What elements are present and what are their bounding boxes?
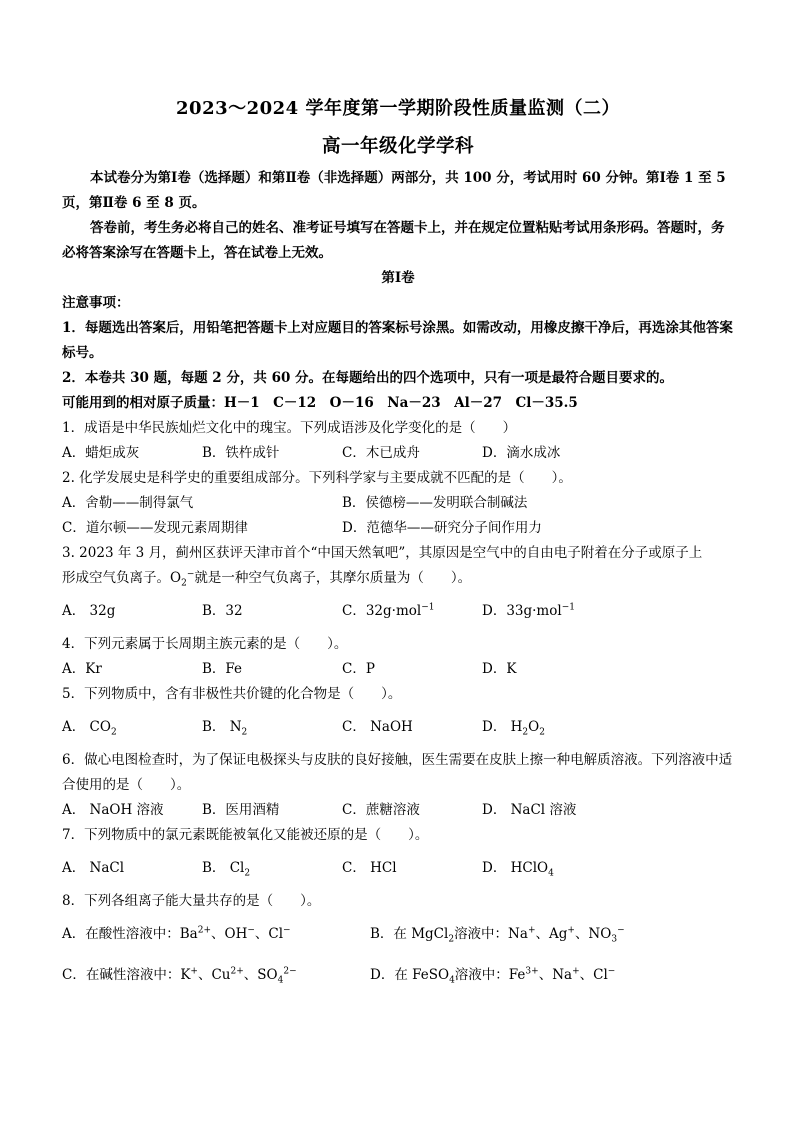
question-1-options: [62, 441, 734, 466]
q1-option-b: B．铁杵成针: [202, 445, 280, 461]
section-title: 第Ⅰ卷: [381, 270, 415, 286]
q2-option-d: D．范德华——研究分子间作用力: [342, 520, 542, 536]
q1-option-a: A．蜡炬成灰: [62, 445, 140, 461]
atomic-masses: 可能用到的相对原子质量：H－1 C－12 O－16 Na－23 Al－27 Cl－35.5: [62, 395, 578, 411]
question-3-stem-line-2: 形成空气负离子。$O_2^-$就是一种空气负离子，其摩尔质量为（ ）。: [62, 569, 472, 589]
exam-subtitle: 高一年级化学学科: [321, 136, 474, 157]
note-item-2: 2．本卷共 30 题，每题 2 分，共 60 分。在每题给出的四个选项中，只有一项是最符合题目要求的。: [62, 370, 674, 386]
intro-paragraph-2: 答卷前，考生务必将自己的姓名、准考证号填写在答题卡上，并在规定位置粘贴考试用条形码。答题时，务必将答案涂写在答题卡上，答在试卷上无效。: [62, 220, 725, 261]
q3-option-d: D．33g·mol$^{-1}$: [482, 602, 575, 619]
q8-option-d: D．在 FeSO$_4$溶液中：$Fe^{3+}$、Na+、Cl−: [370, 966, 616, 986]
q2-option-c: C．道尔顿——发现元素周期律: [62, 520, 248, 536]
q1-option-d: D．滴水成冰: [482, 445, 561, 461]
question-8-options-ab: [62, 922, 734, 947]
q8-option-a: A．在酸性溶液中：$Ba^{2+}$、OH−、Cl−: [62, 925, 291, 942]
question-4-options: [62, 657, 734, 682]
intro-paragraph-1: 本试卷分为第Ⅰ卷（选择题）和第Ⅱ卷（非选择题）两部分，共 100 分，考试用时 60 分钟。第Ⅰ卷 1 至 5 页，第Ⅱ卷 6 至 8 页。: [62, 170, 726, 211]
q6-option-b: B．医用酒精: [202, 802, 280, 818]
q3-option-a: A． 32g: [62, 603, 116, 619]
question-3-options: [62, 599, 734, 624]
q7-option-c: C． HCl: [342, 860, 397, 876]
question-6-stem: 6．做心电图检查时，为了保证电极探头与皮肤的良好接触，医生需要在皮肤上擦一种电解质溶液。下列溶液中适合使用的是（ ）。: [62, 752, 733, 793]
q5-option-b: B． $N_2$: [202, 719, 248, 738]
question-5-options: [62, 715, 734, 740]
q6-option-a: A． NaOH 溶液: [62, 802, 164, 818]
q4-option-b: B．Fe: [202, 661, 243, 677]
q4-option-c: C．P: [342, 661, 375, 677]
exam-title: 2023～2024 学年度第一学期阶段性质量监测（二）: [176, 98, 620, 119]
notes-heading: 注意事项：: [62, 295, 130, 311]
q7-option-b: B． $Cl_2$: [202, 860, 251, 879]
q8-option-b: B．在 MgCl$_2$溶液中：Na+、Ag+、$NO_3^-$: [370, 925, 625, 945]
q5-option-a: A． $CO_2$: [62, 719, 117, 738]
question-2-options-cd: [62, 516, 734, 541]
question-2-stem: 2. 化学发展史是科学史的重要组成部分。下列科学家与主要成就不匹配的是（ ）。: [62, 470, 572, 486]
q1-option-c: C．木已成舟: [342, 445, 420, 461]
exam-page: [62, 94, 734, 988]
q4-option-a: A．Kr: [62, 661, 102, 677]
question-8-stem: 8．下列各组离子能大量共存的是（ ）。: [62, 893, 321, 909]
q3-option-b: B．32: [202, 603, 243, 619]
question-7-options: [62, 856, 734, 881]
q7-option-a: A． NaCl: [62, 860, 125, 876]
question-1-stem: 1．成语是中华民族灿烂文化中的瑰宝。下列成语涉及化学变化的是（ ）: [62, 420, 517, 436]
question-7-stem: 7．下列物质中的氯元素既能被氧化又能被还原的是（ ）。: [62, 827, 429, 843]
q2-option-b: B．侯德榜——发明联合制碱法: [342, 495, 528, 511]
q7-option-d: D． HClO$_4$: [482, 860, 554, 879]
q5-option-d: D． $H_2O_2$: [482, 719, 545, 738]
question-2-options-ab: [62, 491, 734, 516]
q4-option-d: D．K: [482, 661, 517, 677]
q6-option-c: C．蔗糖溶液: [342, 802, 420, 818]
q8-option-c: C．在碱性溶液中：K+、$Cu^{2+}$、$SO_4^{2-}$: [62, 966, 297, 986]
question-6-options: [62, 798, 734, 823]
question-8-options-cd: [62, 963, 734, 988]
question-4-stem: 4．下列元素属于长周期主族元素的是（ ）。: [62, 636, 348, 652]
q3-option-c: C．32g·mol$^{-1}$: [342, 602, 435, 619]
question-5-stem: 5．下列物质中，含有非极性共价键的化合物是（ ）。: [62, 686, 402, 702]
note-item-1: 1．每题选出答案后，用铅笔把答题卡上对应题目的答案标号涂黑。如需改动，用橡皮擦干净后，再选涂其他答案标号。: [62, 320, 733, 361]
q2-option-a: A．舍勒——制得氯气: [62, 495, 194, 511]
question-3-stem-line-1: 3. 2023 年 3 月，蓟州区获评天津市首个“中国天然氧吧”，其原因是空气中的自由电子附着在分子或原子上: [62, 545, 703, 561]
q5-option-c: C． NaOH: [342, 719, 413, 735]
q6-option-d: D． NaCl 溶液: [482, 802, 577, 818]
